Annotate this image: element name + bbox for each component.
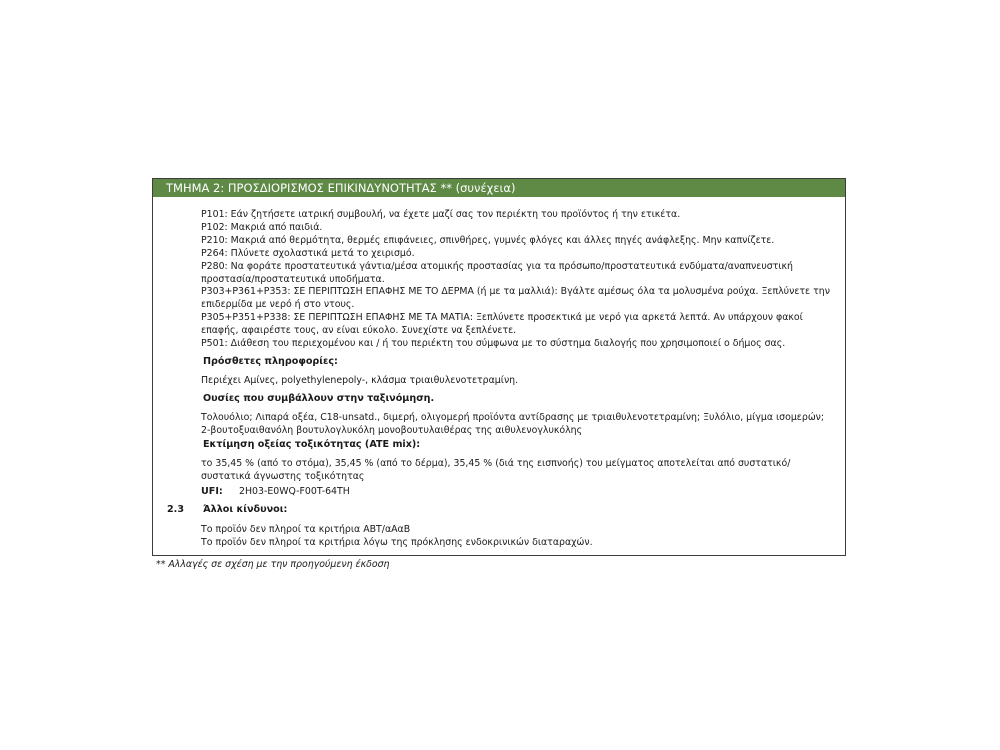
section-body xyxy=(153,197,845,555)
additional-info-heading: Πρόσθετες πληροφορίες: xyxy=(203,356,338,367)
precaution-p305: P305+P351+P338: ΣΕ ΠΕΡΙΠΤΩΣΗ ΕΠΑΦΗΣ ΜΕ ΤΑ ΜΑΤΙΑ: Ξεπλύνετε προσεκτικά με νερό για αρκετά λεπτά. Αν υπάρχουν φακοί επαφής, αφαιρέστε τους, αν είναι εύκολο. Συνεχίστε να ξεπλένετε. xyxy=(201,312,803,336)
additional-info-text: Περιέχει Αμίνες, polyethylenepoly-, κλάσμα τριαιθυλενοτετραμίνη. xyxy=(201,375,519,386)
ufi-label: UFI: xyxy=(201,486,223,497)
other-hazard-endocrine: Το προϊόν δεν πληροί τα κριτήρια λόγω της πρόκλησης ενδοκρινικών διαταραχών. xyxy=(201,537,593,548)
precaution-p264: P264: Πλύνετε σχολαστικά μετά το χειρισμό. xyxy=(201,248,415,259)
section-header: ΤΜΗΜΑ 2: ΠΡΟΣΔΙΟΡΙΣΜΟΣ ΕΠΙΚΙΝΔΥΝΟΤΗΤΑΣ ** (συνέχεια) xyxy=(153,179,845,197)
other-hazards-heading: Άλλοι κίνδυνοι: xyxy=(203,504,288,515)
ate-text: το 35,45 % (από το στόμα), 35,45 % (από το δέρμα), 35,45 % (διά της εισπνοής) του μείγματος αποτελείται από συστατικό/συστατικά άγνωστης τοξικότητας xyxy=(201,458,791,482)
hazard-identification-section xyxy=(152,178,846,556)
subsection-number: 2.3 xyxy=(167,504,184,515)
precaution-p102: P102: Μακριά από παιδιά. xyxy=(201,222,323,233)
precaution-p501: P501: Διάθεση του περιεχομένου και / ή του περιέκτη του σύμφωνα με το σύστημα διαλογής που χρησιμοποιεί ο δήμος σας. xyxy=(201,338,786,349)
contributing-substances-text: Τολουόλιο; Λιπαρά οξέα, C18-unsatd., διμερή, ολιγομερή προϊόντα αντίδρασης με τριαιθυλενοτετραμίνη; Ξυλόλιο, μίγμα ισομερών; 2-βουτοξυαιθανόλη βουτυλογλυκόλη μονοβουτυλαιθέρας της αιθυλενογλυκόλης xyxy=(201,412,825,436)
precaution-p280: P280: Να φοράτε προστατευτικά γάντια/μέσα ατομικής προστασίας για τα πρόσωπο/προστατευτικά ενδύματα/αναπνευστική προστασία/προστατευτικά υποδήματα. xyxy=(201,261,793,285)
contributing-substances-heading: Ουσίες που συμβάλλουν στην ταξινόμηση. xyxy=(203,393,435,404)
precaution-p101: P101: Εάν ζητήσετε ιατρική συμβουλή, να έχετε μαζί σας τον περιέκτη του προϊόντος ή την ετικέτα. xyxy=(201,209,681,220)
precaution-p210: P210: Μακριά από θερμότητα, θερμές επιφάνειες, σπινθήρες, γυμνές φλόγες και άλλες πηγές ανάφλεξης. Μην καπνίζετε. xyxy=(201,235,775,246)
precaution-p303: P303+P361+P353: ΣΕ ΠΕΡΙΠΤΩΣΗ ΕΠΑΦΗΣ ΜΕ ΤΟ ΔΕΡΜΑ (ή με τα μαλλιά): Βγάλτε αμέσως όλα τα μολυσμένα ρούχα. Ξεπλύνετε την επιδερμίδα με νερό ή στο ντους. xyxy=(201,286,830,310)
other-hazard-pbt: Το προϊόν δεν πληροί τα κριτήρια ΑΒΤ/αΑαΒ xyxy=(201,524,411,535)
revision-footnote: ** Αλλαγές σε σχέση με την προηγούμενη έκδοση xyxy=(156,559,390,570)
ate-heading: Εκτίμηση οξείας τοξικότητας (ATE mix): xyxy=(203,439,421,450)
ufi-value: 2H03-E0WQ-F00T-64TH xyxy=(239,486,350,497)
